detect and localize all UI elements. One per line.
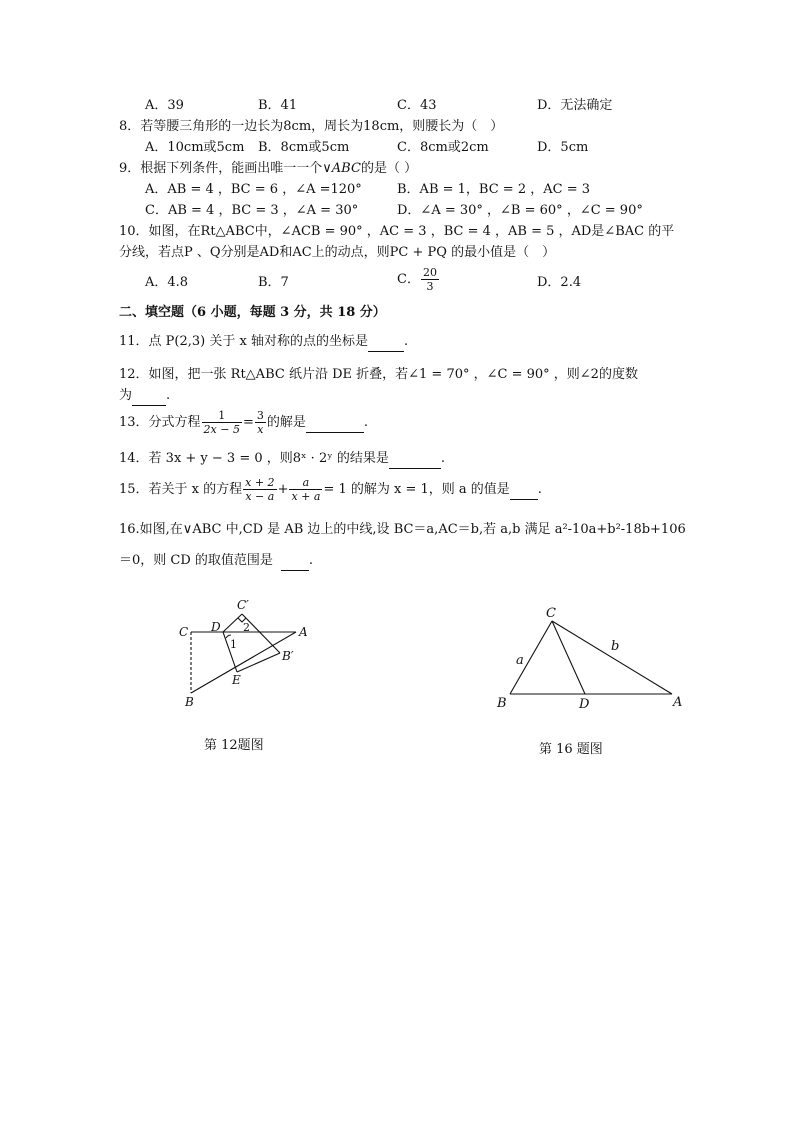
q9-stem-prefix: 9．根据下列条件，能画出唯一一个 bbox=[119, 161, 323, 176]
q8-option-d: D．5cm bbox=[537, 140, 589, 155]
q9-stem bbox=[119, 160, 417, 178]
label-a: A bbox=[673, 695, 683, 710]
fraction-denominator: x + a bbox=[291, 490, 321, 503]
q13 bbox=[119, 409, 368, 436]
q15-end: . bbox=[537, 482, 542, 497]
q15-prefix: 15．若关于 x 的方程 bbox=[119, 482, 243, 497]
answer-blank[interactable] bbox=[510, 481, 538, 500]
q15 bbox=[119, 476, 542, 503]
segment-cd-median bbox=[552, 621, 585, 694]
q15-suffix: = 1 的解为 x = 1，则 a 的值是 bbox=[323, 482, 510, 497]
answer-blank[interactable] bbox=[306, 414, 364, 433]
q12-line2 bbox=[119, 387, 170, 406]
q16-line2-text: ＝0，则 CD 的取值范围是 bbox=[119, 553, 273, 568]
fraction-denominator: 2x − 5 bbox=[203, 423, 240, 436]
q15-plus: + bbox=[277, 482, 289, 497]
label-c-prime: C′ bbox=[237, 598, 249, 612]
fraction-denominator: x bbox=[257, 423, 264, 436]
label-a-side: a bbox=[516, 653, 524, 668]
q12-line2-text: 为 bbox=[119, 388, 133, 403]
q9-option-b: B．AB = 1，BC = 2 ，AC = 3 bbox=[397, 182, 590, 197]
fraction-numerator: x + 2 bbox=[245, 476, 275, 489]
q9-option-d: D．∠A = 30° ，∠B = 60° ，∠C = 90° bbox=[397, 203, 643, 218]
q8-option-c: C．8cm或2cm bbox=[397, 140, 489, 155]
answer-blank[interactable] bbox=[132, 387, 166, 406]
answer-blank[interactable] bbox=[281, 552, 309, 571]
q14-text: 14．若 3x + y − 3 = 0 ，则8ˣ · 2ʸ 的结果是 bbox=[119, 451, 389, 466]
q10-option-a: A．4.8 bbox=[145, 275, 189, 290]
q9-triangle: ∨ABC bbox=[322, 161, 361, 176]
q12-line1: 12．如图，把一张 Rt△ABC 纸片沿 DE 折叠，若∠1 = 70° ，∠C = 90° ，则∠2的度数 bbox=[119, 367, 638, 382]
q13-prefix: 13．分式方程 bbox=[119, 415, 201, 430]
q7-option-c: C．43 bbox=[397, 98, 437, 113]
q10-option-c bbox=[397, 266, 440, 293]
label-2: 2 bbox=[243, 621, 250, 634]
figure-16-caption: 第 16 题图 bbox=[539, 742, 603, 757]
fraction-denominator: x − a bbox=[245, 490, 275, 503]
q10-line2: 分线，若点P 、Q分别是AD和AC上的动点，则PC + PQ 的最小值是（ ） bbox=[119, 245, 556, 260]
segment-ca bbox=[552, 621, 672, 694]
q13-end: . bbox=[363, 415, 369, 430]
q9-stem-suffix: 的是（ ） bbox=[360, 161, 418, 176]
q10-line1: 10．如图，在Rt△ABC中，∠ACB = 90° ，AC = 3 ，BC = 4 ，AB = 5 ，AD是∠BAC 的平 bbox=[119, 224, 675, 239]
label-b-prime: B′ bbox=[282, 649, 294, 663]
figure-12-caption: 第 12题图 bbox=[204, 738, 264, 753]
q7-option-b: B．41 bbox=[258, 98, 298, 113]
label-c: C bbox=[546, 606, 556, 621]
q8-option-b: B．8cm或5cm bbox=[258, 140, 350, 155]
q9-option-a: A．AB = 4 ，BC = 6 ，∠A =120° bbox=[145, 182, 362, 197]
label-d: D bbox=[579, 697, 590, 712]
q10-option-c-fraction bbox=[421, 266, 439, 293]
q15-fraction-2 bbox=[289, 476, 322, 503]
q10-option-b: B．7 bbox=[258, 275, 289, 290]
q10-option-c-label: C． bbox=[397, 272, 420, 287]
q14-end: . bbox=[440, 451, 445, 466]
q8-option-a: A．10cm或5cm bbox=[145, 140, 245, 155]
q15-fraction-1 bbox=[243, 476, 276, 503]
label-b: B bbox=[497, 696, 507, 711]
figure-16 bbox=[492, 602, 692, 712]
q16-end: . bbox=[308, 553, 314, 568]
q11-end: . bbox=[403, 334, 409, 349]
fraction-numerator: 1 bbox=[202, 409, 242, 423]
q13-equals: = bbox=[242, 415, 254, 430]
fraction-numerator: 20 bbox=[422, 266, 437, 279]
q12-end: . bbox=[166, 388, 171, 403]
q7-option-a: A．39 bbox=[145, 98, 184, 113]
label-e: E bbox=[232, 673, 241, 687]
q13-suffix: 的解是 bbox=[266, 415, 306, 430]
figure-12 bbox=[170, 592, 340, 717]
q7-option-d: D．无法确定 bbox=[537, 98, 613, 113]
q14 bbox=[119, 450, 445, 469]
fraction-numerator: 3 bbox=[256, 409, 264, 422]
answer-blank[interactable] bbox=[389, 450, 441, 469]
label-c: C bbox=[179, 625, 189, 639]
q11-text: 11．点 P(2,3) 关于 x 轴对称的点的坐标是 bbox=[119, 334, 368, 349]
fraction-denominator: 3 bbox=[426, 280, 434, 293]
q8-stem: 8．若等腰三角形的一边长为8cm，周长为18cm，则腰长为（ ） bbox=[119, 119, 504, 134]
q10-option-d: D．2.4 bbox=[537, 275, 582, 290]
segment-dcprime bbox=[223, 614, 242, 632]
q16-line1: 16.如图,在∨ABC 中,CD 是 AB 边上的中线,设 BC＝a,AC＝b,若 a,b 满足 a²-10a+b²-18b+106 bbox=[119, 522, 686, 537]
q9-option-c: C．AB = 4 ，BC = 3 ，∠A = 30° bbox=[145, 203, 359, 218]
label-a: A bbox=[299, 625, 308, 639]
answer-blank[interactable] bbox=[368, 333, 404, 352]
label-d: D bbox=[211, 620, 221, 634]
segment-ba bbox=[191, 632, 296, 693]
q13-fraction-2 bbox=[255, 409, 266, 436]
q16-line2 bbox=[119, 552, 313, 571]
section2-title: 二、填空题（6 小题，每题 3 分，共 18 分） bbox=[119, 305, 386, 320]
fraction-numerator: a bbox=[289, 476, 322, 490]
q13-fraction-1 bbox=[202, 409, 242, 436]
q11 bbox=[119, 333, 408, 352]
label-b: B bbox=[185, 695, 194, 709]
label-b-side: b bbox=[611, 639, 620, 654]
label-1: 1 bbox=[230, 638, 237, 651]
